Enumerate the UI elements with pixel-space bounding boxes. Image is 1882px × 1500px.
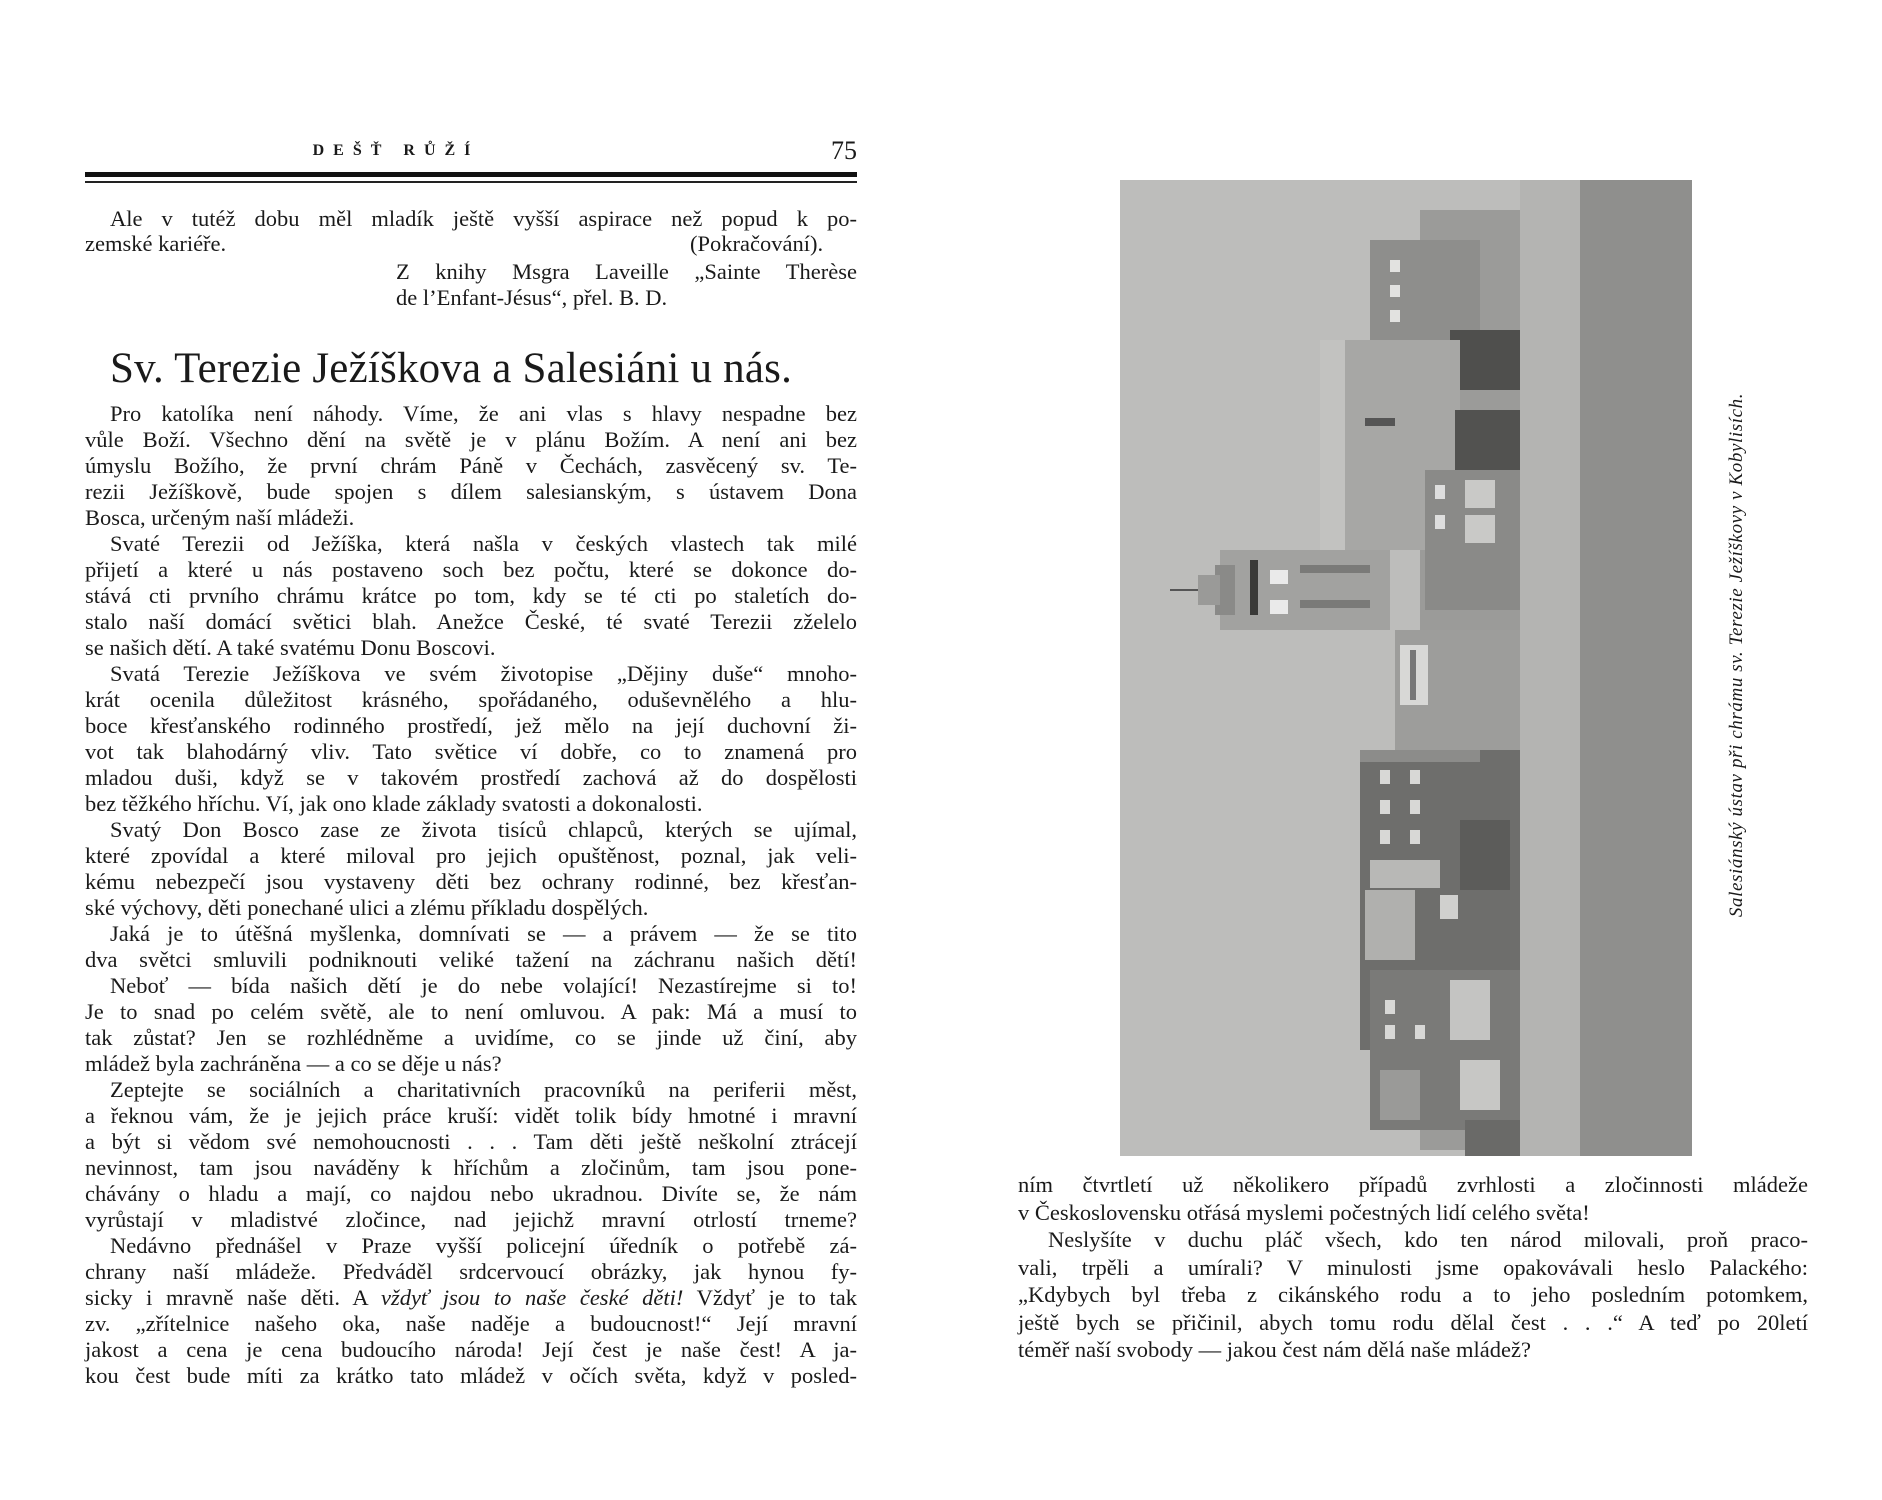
body-line: Pro katolíka není náhody. Víme, že ani vlas s hlavy nespadne bez [110, 401, 857, 426]
body-line: ním čtvrtletí už několikero případů zvrhlosti a zločinnosti mládeže [1018, 1172, 1808, 1197]
intro-line: Ale v tutéž dobu měl mladík ještě vyšší aspirace než popud k po- [110, 206, 857, 231]
body-line: chrany naší mládeže. Předváděl srdcervoucí obrázky, jak hynou fy- [85, 1259, 857, 1284]
body-line: vůle Boží. Všechno dění na světě je v plánu Božím. A není ani bez [85, 427, 857, 452]
body-line: mladou duši, když se v takovém prostředí zachová až do dospělosti [85, 765, 857, 790]
body-line: Neboť — bída našich dětí je do nebe volající! Nezastírejme si to! [110, 973, 857, 998]
building-illustration [1120, 180, 1692, 1156]
body-line: boce křesťanského rodinného prostředí, jež mělo na její duchovní ži- [85, 713, 857, 738]
body-line: tak zůstat? Jen se rozhlédněme a uvidíme, co se jinde už činí, aby [85, 1025, 857, 1050]
body-line: chávány o hladu a mají, co najdou nebo ukradnou. Divíte se, že nám [85, 1181, 857, 1206]
header-rule-thin [85, 181, 857, 183]
body-line: Jaká je to útěšná myšlenka, domnívati se — a právem — že se tito [110, 921, 857, 946]
body-line: vot tak blahodárný vliv. Tato světice ví dobře, co to znamená pro [85, 739, 857, 764]
running-title: DEŠŤ RŮŽÍ [312, 142, 480, 159]
body-line: nevinnost, tam jsou naváděny k hříchům a zločinům, tam jsou pone- [85, 1155, 857, 1180]
body-line: ještě bych se přičinil, abych tomu rodu dělal čest . . .“ A teď po 20letí [1018, 1309, 1808, 1335]
body-line: Svatý Don Bosco zase ze života tisíců chlapců, kterých se ujímal, [110, 817, 857, 842]
body-line: mládež byla zachráněna — a co se děje u nás? [85, 1051, 502, 1076]
body-line: bez těžkého hříchu. Ví, jak ono klade základy svatosti a dokonalosti. [85, 791, 703, 816]
body-line [85, 1285, 857, 1311]
header-rule-thick [85, 172, 857, 177]
body-line: které zpovídal a které miloval pro jejich opuštěnost, poznal, jak veli- [85, 843, 857, 868]
body-line: kému nebezpečí jsou vystaveny děti bez ochrany rodinné, bez křesťan- [85, 869, 857, 894]
body-line: kou čest bude míti za krátko tato mládež v očích světa, když v posled- [85, 1363, 857, 1388]
body-line: Nedávno přednášel v Praze vyšší policejní úředník o potřebě zá- [110, 1233, 857, 1258]
body-line: v Československu otřásá myslemi počestných lidí celého světa! [1018, 1199, 1590, 1225]
body-line: zv. „zřítelnice našeho oka, naše naděje a budoucnost!“ Její mravní [85, 1311, 857, 1336]
body-line: jakost a cena je cena budoucího národa! Její čest je naše čest! A ja- [85, 1337, 857, 1362]
body-line: Bosca, určeným naší mládeži. [85, 505, 355, 530]
body-line: Je to snad po celém světě, ale to není omluvou. A pak: Má a musí to [85, 999, 857, 1024]
church-building-image [1120, 180, 1692, 1156]
emphasis-text: vždyť jsou to naše české děti! [380, 1285, 684, 1310]
body-line: dva světci smluvili podniknouti veliké tažení na záchranu našich dětí! [85, 947, 857, 972]
body-line: Svaté Terezii od Ježíška, která našla v českých vlastech tak milé [110, 531, 857, 556]
attribution-line: Z knihy Msgra Laveille „Sainte Therèse [396, 259, 857, 284]
body-line: rezii Ježíškově, bude spojen s dílem salesianským, s ústavem Dona [85, 479, 857, 504]
body-line: Zeptejte se sociálních a charitativních pracovníků na periferii měst, [110, 1077, 857, 1102]
page-number: 75 [831, 136, 857, 165]
body-line: vali, trpěli a umírali? V minulosti jsme opakovávali heslo Palackého: [1018, 1254, 1808, 1280]
body-line: úmyslu Božího, že první chrám Páně v Čechách, zasvěcený sv. Te- [85, 453, 857, 478]
body-line: krát ocenila důležitost krásného, spořádaného, oduševnělého a hlu- [85, 687, 857, 712]
body-line: Neslyšíte v duchu pláč všech, kdo ten národ milovali, proň praco- [1048, 1227, 1808, 1252]
body-line: se našich dětí. A také svatému Donu Boscovi. [85, 635, 496, 660]
body-line: přijetí a které u nás postaveno soch bez počtu, které se dokonce do- [85, 557, 857, 582]
body-line: ské výchovy, děti ponechané ulici a zlému příkladu dospělých. [85, 895, 649, 920]
body-line: a být si vědom své nemohoucnosti . . . Tam děti ještě neškolní ztrácejí [85, 1129, 857, 1154]
body-line: vyrůstají v mladistvé zločince, nad jejichž mravní otrlostí trneme? [85, 1207, 857, 1232]
attribution-line: de l’Enfant-Jésus“, přel. B. D. [396, 285, 668, 310]
continuation-note: (Pokračování). [690, 231, 824, 256]
intro-line: zemské kariéře. [85, 231, 227, 256]
body-line: „Kdybych byl třeba z cikánského rodu a to jeho posledním potomkem, [1018, 1282, 1808, 1307]
body-text: sicky i mravně naše děti. A [85, 1285, 381, 1310]
body-line: a řeknou vám, že je jejich práce kruší: vidět tolik bídy hmotné i mravní [85, 1103, 857, 1128]
body-line: Svatá Terezie Ježíškova ve svém životopise „Dějiny duše“ mnoho- [110, 661, 857, 686]
body-text: Vždyť je to tak [683, 1285, 857, 1310]
body-line: stalo naší domácí světici blah. Anežce České, té svaté Terezii zželelo [85, 609, 857, 634]
body-line: stává cti prvního chrámu krátce po tom, kdy se té cti po staletích do- [85, 583, 857, 608]
figure-caption: Salesiánský ústav při chrámu sv. Terezie Ježíškovy v Kobylisích. [1726, 392, 1747, 918]
body-line: téměř naší svobody — jakou čest nám dělá naše mládež? [1018, 1337, 1531, 1362]
running-head [85, 136, 857, 170]
article-title: Sv. Terezie Ježíškova a Salesiáni u nás. [110, 345, 793, 392]
